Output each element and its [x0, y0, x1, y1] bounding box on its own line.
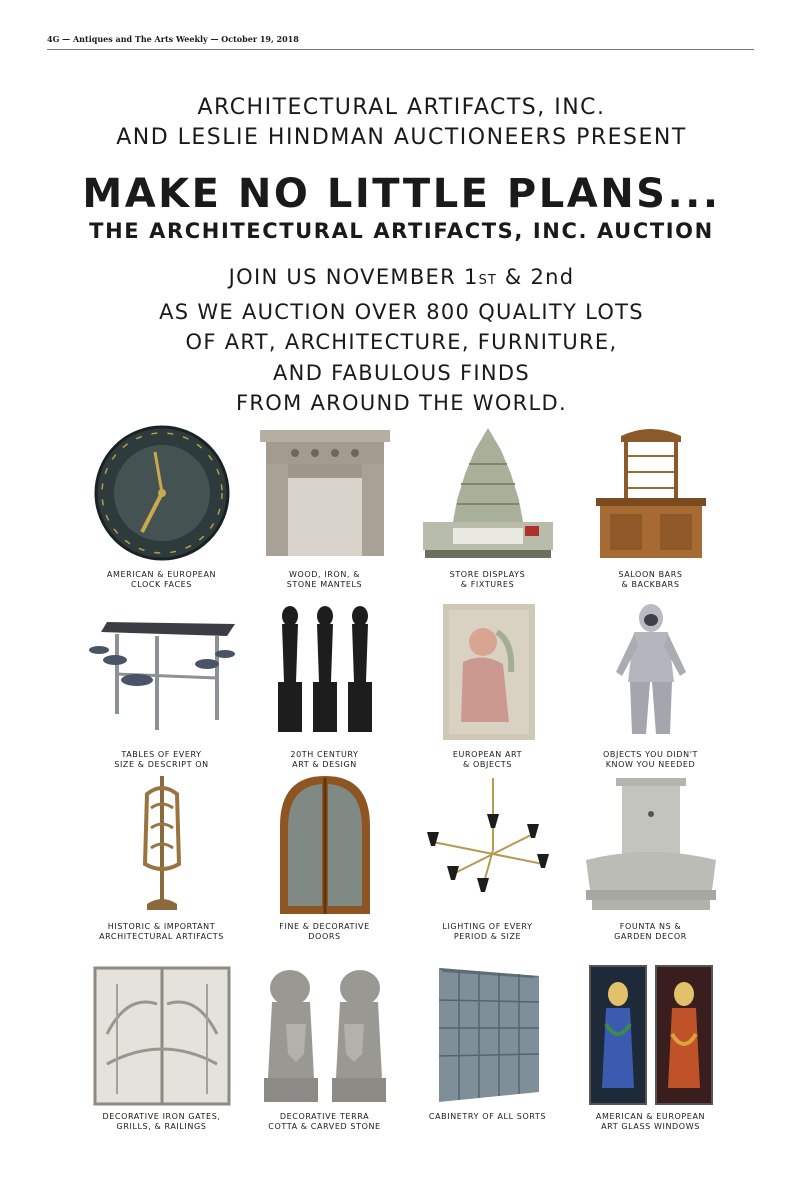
stone-lions-icon — [250, 964, 400, 1106]
category-item — [569, 964, 732, 1156]
announcement-line-3: OF ART, ARCHITECTURE, FURNITURE, — [185, 330, 618, 354]
category-item — [406, 602, 569, 774]
announcement-line-1 — [0, 262, 803, 297]
category-item — [406, 774, 569, 964]
announcement-line-5: FROM AROUND THE WORLD. — [236, 391, 567, 415]
clock-face-icon — [87, 422, 237, 564]
category-caption: HISTORIC & IMPORTANT ARCHITECTURAL ARTIFACTS — [99, 922, 224, 941]
saloon-bar-icon — [576, 422, 726, 564]
announcement-text — [0, 262, 803, 419]
category-item — [406, 422, 569, 602]
category-item — [243, 602, 406, 774]
announcement-line-2: AS WE AUCTION OVER 800 QUALITY LOTS — [159, 299, 644, 324]
iron-post-icon — [87, 774, 237, 916]
stained-glass-icon — [576, 964, 726, 1106]
announcement-date-1: JOIN US NOVEMBER 1 — [228, 265, 479, 289]
announcement-date-2: & 2nd — [496, 265, 575, 289]
category-caption: TABLES OF EVERY SIZE & DESCRIPT ON — [114, 750, 209, 769]
cabinet-icon — [413, 964, 563, 1106]
category-item — [80, 774, 243, 964]
doors-icon — [250, 774, 400, 916]
sculpture-icon — [250, 602, 400, 744]
category-item — [80, 964, 243, 1156]
category-caption: DECORATIVE TERRA COTTA & CARVED STONE — [268, 1112, 381, 1131]
category-caption: EUROPEAN ART & OBJECTS — [452, 750, 523, 769]
presenter-line-1: ARCHITECTURAL ARTIFACTS, INC. — [197, 95, 606, 120]
category-item — [569, 422, 732, 602]
headline: MAKE NO LITTLE PLANS... — [82, 171, 721, 217]
category-item — [406, 964, 569, 1156]
fountain-icon — [576, 774, 726, 916]
announcement-line-4: AND FABULOUS FINDS — [273, 360, 530, 385]
category-caption: WOOD, IRON, & STONE MANTELS — [286, 570, 363, 589]
painting-icon — [413, 602, 563, 744]
category-item — [80, 422, 243, 602]
chandelier-icon — [413, 774, 563, 916]
presenter-block — [0, 93, 803, 153]
category-item — [243, 774, 406, 964]
store-display-icon — [413, 422, 563, 564]
category-caption: AMERICAN & EUROPEAN ART GLASS WINDOWS — [595, 1112, 706, 1131]
page-header: 4G — Antiques and The Arts Weekly — October 19, 2018 — [47, 34, 754, 50]
category-caption: FOUNTA NS & GARDEN DECOR — [614, 922, 687, 941]
category-grid — [80, 422, 732, 1156]
table-icon — [87, 602, 237, 744]
mantel-icon — [250, 422, 400, 564]
category-caption: FINE & DECORATIVE DOORS — [279, 922, 370, 941]
suit-icon — [576, 602, 726, 744]
category-caption: 20TH CENTURY ART & DESIGN — [290, 750, 359, 769]
category-item — [569, 774, 732, 964]
category-caption: STORE DISPLAYS & FIXTURES — [449, 570, 526, 589]
category-item — [569, 602, 732, 774]
category-caption: OBJECTS YOU DIDN'T KNOW YOU NEEDED — [603, 750, 698, 769]
category-item — [243, 422, 406, 602]
category-caption: DECORATIVE IRON GATES, GRILLS, & RAILINGS — [102, 1112, 221, 1131]
presenter-line-2: AND LESLIE HINDMAN AUCTIONEERS PRESENT — [116, 125, 687, 150]
category-item — [80, 602, 243, 774]
category-caption: CABINETRY OF ALL SORTS — [428, 1112, 547, 1121]
iron-gate-icon — [87, 964, 237, 1106]
subhead: THE ARCHITECTURAL ARTIFACTS, INC. AUCTION — [89, 219, 714, 243]
ordinal-suffix: ST — [478, 273, 497, 288]
category-caption: LIGHTING OF EVERY PERIOD & SIZE — [442, 922, 533, 941]
category-caption: SALOON BARS & BACKBARS — [618, 570, 683, 589]
category-caption: AMERICAN & EUROPEAN CLOCK FACES — [106, 570, 217, 589]
category-item — [243, 964, 406, 1156]
